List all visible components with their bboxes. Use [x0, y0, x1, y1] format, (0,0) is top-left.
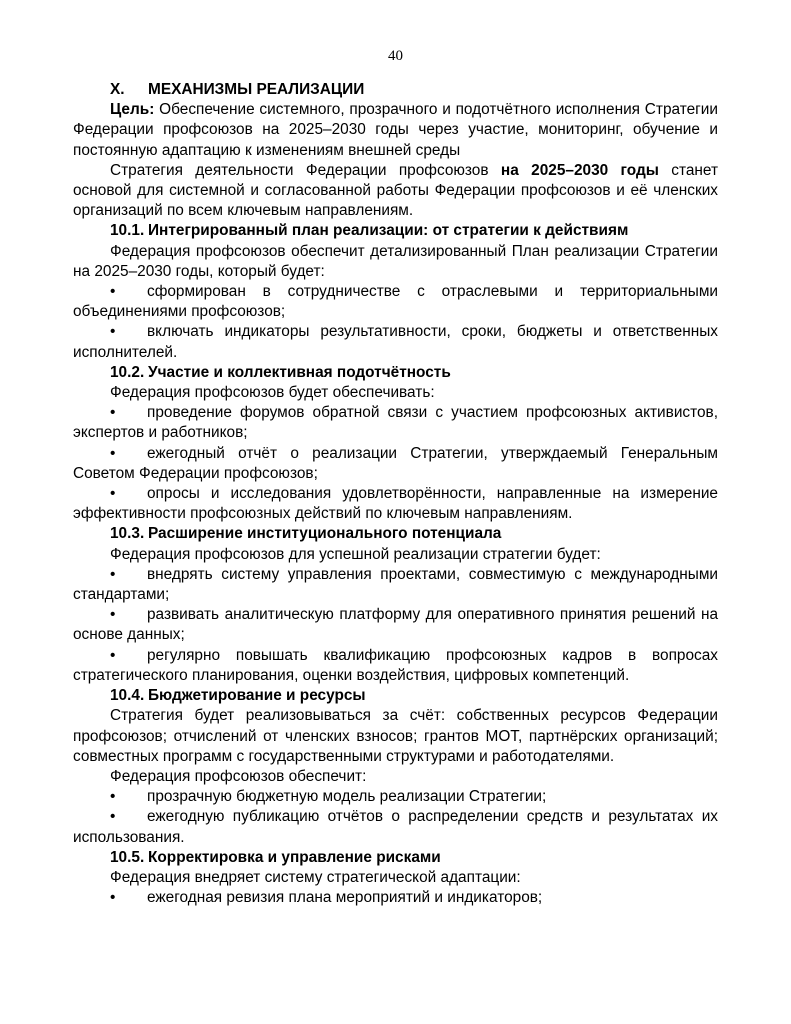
section-number: X. [110, 81, 125, 98]
subsection-number: 10.4. [110, 687, 145, 705]
list-item [73, 646, 718, 686]
list-item-text: развивать аналитическую платформу для оперативного принятия решений на основе данных; [73, 606, 718, 644]
list-item-text: ежегодная ревизия плана мероприятий и индикаторов; [147, 889, 543, 907]
subsection-title: Интегрированный план реализации: от стратегии к действиям [148, 222, 629, 240]
subsection-number: 10.1. [110, 222, 145, 240]
goal-paragraph [73, 100, 718, 161]
list-item [73, 322, 718, 362]
bullet-icon: • [110, 323, 116, 341]
list-item-text: опросы и исследования удовлетворённости, направленные на измерение эффективности профсоюзных действий по ключевым направлениям. [73, 485, 718, 523]
bullet-icon: • [110, 606, 116, 624]
intro-bold: на 2025–2030 годы [500, 161, 659, 179]
subsection-number: 10.2. [110, 363, 145, 381]
intro-after: станет основой для системной и согласованной работы Федерации профсоюзов и её членских организаций по всем ключевым направлениям. [73, 161, 718, 220]
list-item-text: ежегодный отчёт о реализации Стратегии, утверждаемый Генеральным Советом Федерации профсоюзов; [73, 444, 718, 482]
bullet-icon: • [110, 404, 116, 422]
page-number: 40 [388, 48, 403, 64]
subsection-title: Участие и коллективная подотчётность [148, 363, 451, 381]
list-item [73, 282, 718, 322]
bullet-icon: • [110, 565, 116, 583]
list-item [73, 605, 718, 645]
subsection-lead: Федерация внедряет систему стратегической адаптации: [110, 868, 521, 886]
subsection-lead-secondary: Федерация профсоюзов обеспечит: [110, 767, 367, 785]
subsection-number: 10.3. [110, 525, 145, 543]
subsection-title: Корректировка и управление рисками [148, 848, 441, 866]
list-item-text: проведение форумов обратной связи с участием профсоюзных активистов, экспертов и работников; [73, 404, 718, 442]
subsection-title: Расширение институционального потенциала [148, 525, 502, 543]
document-body [73, 80, 718, 908]
list-item [73, 444, 718, 484]
bullet-icon: • [110, 283, 116, 301]
list-item-text: внедрять систему управления проектами, совместимую с международными стандартами; [73, 565, 718, 604]
list-item-text: ежегодную публикацию отчётов о распределении средств и результатах их использования. [73, 808, 718, 846]
list-item-text: прозрачную бюджетную модель реализации Стратегии; [147, 788, 547, 806]
bullet-icon: • [110, 485, 116, 503]
section-heading [73, 80, 718, 100]
subsection-lead: Федерация профсоюзов для успешной реализации стратегии будет: [110, 545, 601, 563]
subsection-heading-10-5 [73, 848, 718, 868]
bullet-icon: • [110, 808, 116, 826]
list-item-text: включать индикаторы результативности, сроки, бюджеты и ответственных исполнителей. [73, 323, 718, 361]
intro-paragraph [73, 161, 718, 222]
list-item [73, 787, 718, 807]
list-item [73, 484, 718, 524]
bullet-icon: • [110, 646, 116, 664]
subsection-number: 10.5. [110, 848, 145, 866]
subsection-heading-10-2 [73, 363, 718, 383]
list-item [73, 565, 718, 605]
bullet-icon: • [110, 788, 116, 806]
goal-label: Цель: [110, 101, 155, 119]
intro-before: Стратегия деятельности Федерации профсоюзов [110, 161, 501, 179]
subsection-title: Бюджетирование и ресурсы [148, 687, 366, 705]
bullet-icon: • [110, 444, 116, 462]
goal-text: Обеспечение системного, прозрачного и подотчётного исполнения Стратегии Федерации профсоюзов на 2025–2030 годы через участие, мониторинг, обучение и постоянную адаптацию к изменениям внешней среды [73, 101, 718, 159]
subsection-heading-10-3 [73, 524, 718, 544]
subsection-lead: Федерация профсоюзов будет обеспечивать: [110, 384, 435, 402]
subsection-lead: Федерация профсоюзов обеспечит детализированный План реализации Стратегии на 2025–2030 годы, который будет: [73, 242, 718, 280]
subsection-heading-10-1 [73, 221, 718, 241]
bullet-icon: • [110, 889, 116, 907]
section-title: МЕХАНИЗМЫ РЕАЛИЗАЦИИ [148, 81, 365, 98]
list-item [73, 888, 718, 908]
subsection-lead: Стратегия будет реализовываться за счёт: собственных ресурсов Федерации профсоюзов; отчислений от членских взносов; грантов МОТ, партнёрских организаций; совместных программ с государственными структурами и работодателями. [73, 707, 718, 765]
list-item [73, 403, 718, 443]
list-item [73, 807, 718, 847]
list-item-text: регулярно повышать квалификацию профсоюзных кадров в вопросах стратегического планирования, оценки воздействия, цифровых компетенций. [73, 646, 718, 684]
subsection-heading-10-4 [73, 686, 718, 706]
list-item-text: сформирован в сотрудничестве с отраслевыми и территориальными объединениями профсоюзов; [73, 283, 718, 321]
